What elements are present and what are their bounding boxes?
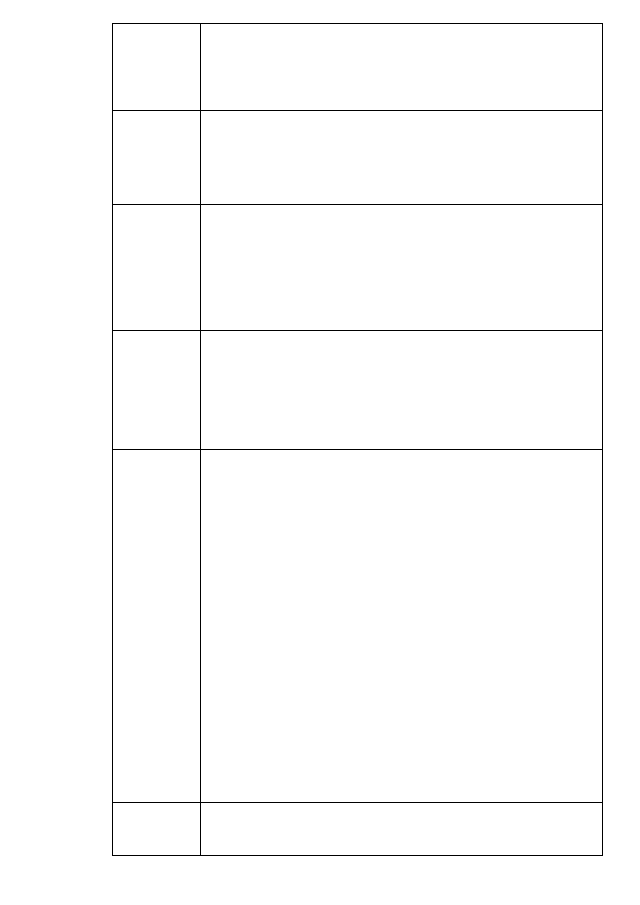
code-cell-empty bbox=[113, 803, 201, 856]
empty-cell bbox=[113, 331, 201, 450]
top-description-cell bbox=[113, 450, 201, 803]
page-number bbox=[54, 443, 78, 463]
table-row bbox=[201, 24, 603, 856]
competencies-cell bbox=[201, 24, 603, 111]
empty-cell bbox=[113, 205, 201, 331]
module-description-cell bbox=[201, 450, 603, 803]
empty-cell bbox=[201, 331, 603, 450]
module-code-cell bbox=[201, 803, 603, 856]
rotated-page bbox=[112, 66, 602, 856]
table-row bbox=[113, 24, 201, 856]
curriculum-table bbox=[112, 23, 603, 856]
footer-code bbox=[20, 835, 30, 895]
empty-cell bbox=[201, 205, 603, 331]
mdk-cell-empty bbox=[113, 111, 201, 205]
mdk-cell bbox=[201, 111, 603, 205]
pk-cell-empty bbox=[113, 24, 201, 111]
mdk-list bbox=[201, 114, 215, 201]
